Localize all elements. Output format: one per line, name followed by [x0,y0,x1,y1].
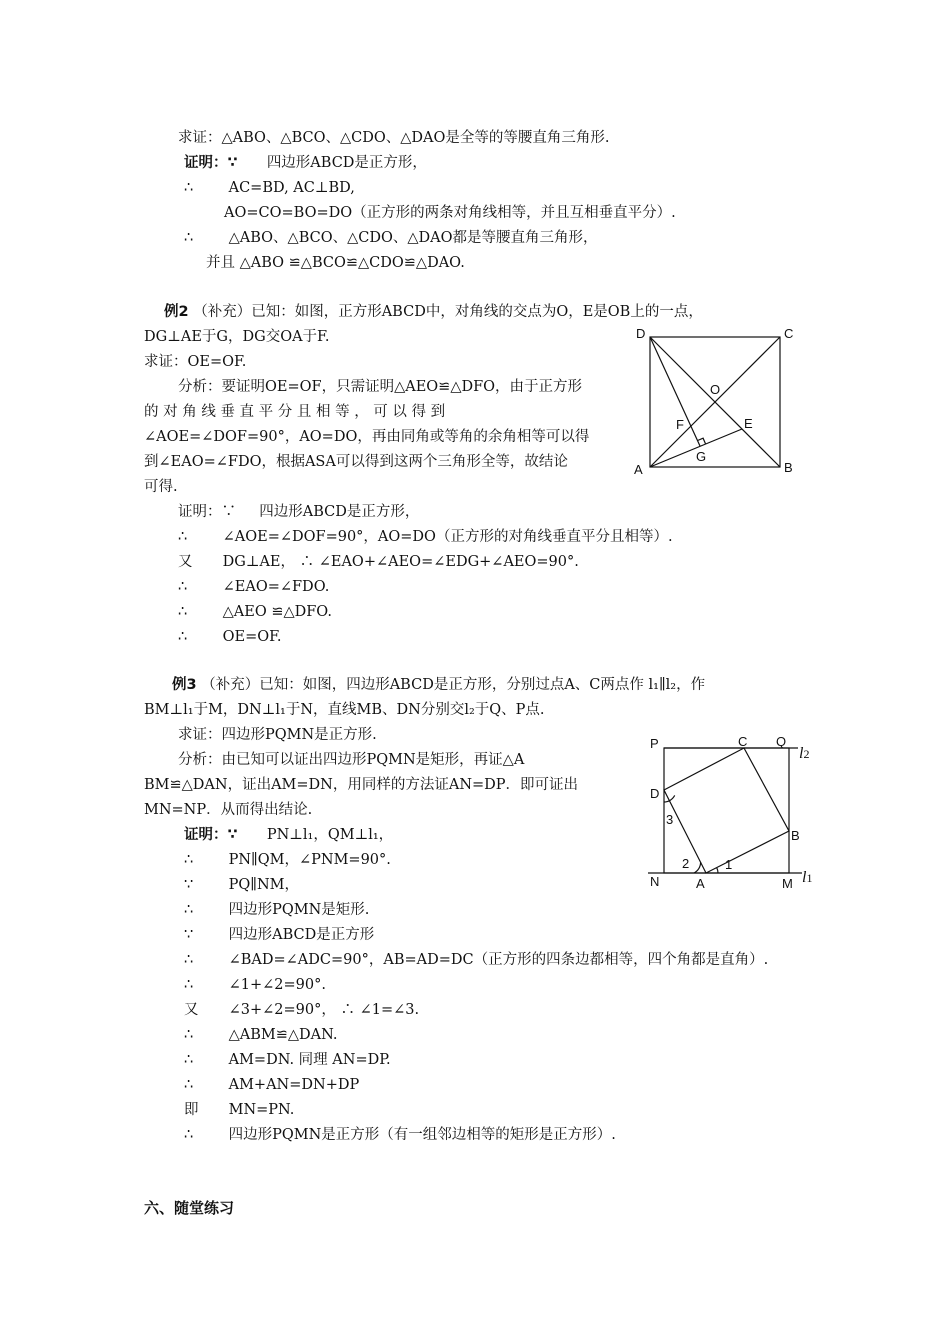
ex1-proof-line5: 并且 △ABO ≌△BCO≌△CDO≌△DAO. [206,255,465,271]
proof-text: PQ∥NM， [228,877,299,893]
square-abcd [664,748,789,873]
ex1-proof-line3: AO=CO=BO=DO（正方形的两条对角线相等，并且互相垂直平分）. [224,205,676,221]
ex3-proof-line9 [184,1025,338,1045]
label-b: B [791,828,800,843]
proof-text: 四边形ABCD是正方形， [259,504,420,520]
label-o: O [710,382,721,397]
label-m: M [782,876,793,891]
therefore-symbol: ∴ [184,977,194,993]
because-symbol: ∵ [184,927,194,943]
label-a: A [634,462,643,477]
ex2-square-figure [628,322,808,482]
segment-dg [650,337,700,446]
ex3-analysis-2: BM≌△DAN，证出AM=DN，用同样的方法证AN=DP．即可证出 [144,777,579,793]
ex2-proof-line2 [178,527,673,547]
label-e: E [744,416,753,431]
therefore-symbol: ∴ [184,902,194,918]
ex2-analysis-1: 分析：要证明OE=OF，只需证明△AEO≌△DFO，由于正方形 [178,379,583,395]
label-n: N [650,874,660,889]
label-b: B [784,460,793,475]
label-f: F [676,417,684,432]
therefore-symbol: ∴ [178,629,188,645]
therefore-symbol: ∴ [178,579,188,595]
angle-2-arc [694,862,701,873]
ex3-proof-line4 [184,900,369,920]
label-p: P [650,736,659,751]
ex3-proof-line10 [184,1050,391,1070]
proof-label: 证明：∵ [178,504,236,520]
label-d: D [636,326,646,341]
ex2-analysis-5: 可得. [144,479,178,495]
given-text: （补充）已知：如图，四边形ABCD是正方形，分别过点A、C两点作 l₁∥l₂，作 [201,677,706,693]
ex1-proof-line2 [184,178,355,198]
rectangle-pqmn [664,748,789,873]
ex3-analysis-3: MN=NP．从而得出结论. [144,802,313,818]
proof-text: OE=OF. [222,629,282,645]
therefore-symbol: ∴ [184,1052,194,1068]
angle-1-arc [717,868,718,873]
proof-text: AM=DN. 同理 AN=DP. [228,1052,391,1068]
ex3-proof-line13 [184,1125,616,1145]
proof-text: ∠AOE=∠DOF=90°，AO=DO（正方形的对角线垂直平分且相等）. [222,529,673,545]
label-q: Q [776,734,787,749]
ex1-proof-line4 [184,228,598,248]
proof-text: △AEO ≌△DFO. [222,604,332,620]
because-symbol: ∵ [184,877,194,893]
label-l1: l1 [802,869,813,886]
ex3-proof-line3 [184,875,299,895]
namely-symbol: 即 [184,1102,199,1118]
therefore-symbol: ∴ [184,1127,194,1143]
therefore-symbol: ∴ [184,852,194,868]
proof-text: 四边形ABCD是正方形 [228,927,375,943]
ex3-proof-line2 [184,850,391,870]
ex3-proof-line7 [184,975,326,995]
also-symbol: 又 [178,554,193,570]
example-title: 例2 [164,304,189,320]
ex2-analysis-2: 的 对 角 线 垂 直 平 分 且 相 等 ， 可 以 得 到 [144,404,446,420]
proof-label: 证明：∵ [184,155,238,171]
label-l2: l2 [799,745,810,762]
proof-text: PN∥QM，∠PNM=90°. [228,852,391,868]
label-g: G [696,449,707,464]
proof-text: AC=BD, AC⊥BD, [228,180,355,196]
label-c: C [738,734,748,749]
ex3-proof-line5 [184,925,374,945]
ex2-prove: 求证：OE=OF. [144,354,247,370]
therefore-symbol: ∴ [178,529,188,545]
ex2-proof-line1 [178,502,419,522]
ex3-proof-line1 [184,825,393,845]
ex2-proof-line4 [178,577,329,597]
label-angle-3: 3 [666,812,674,827]
proof-text: 四边形PQMN是矩形. [228,902,370,918]
therefore-symbol: ∴ [184,180,194,196]
therefore-symbol: ∴ [184,1027,194,1043]
proof-text: PN⊥l₁，QM⊥l₁， [266,827,394,843]
ex3-given-line1 [172,675,705,695]
ex3-proof-line8 [184,1000,419,1020]
label-d: D [650,786,660,801]
proof-text: ∠3+∠2=90°， ∴ ∠1=∠3. [228,1002,420,1018]
proof-text: AM+AN=DN+DP [228,1077,360,1093]
ex3-proof-line12 [184,1100,294,1120]
therefore-symbol: ∴ [184,1077,194,1093]
label-angle-1: 1 [725,857,733,872]
proof-text: DG⊥AE， ∴ ∠EAO+∠AEO=∠EDG+∠AEO=90°. [222,554,579,570]
section-heading: 六、随堂练习 [144,1199,235,1217]
therefore-symbol: ∴ [178,604,188,620]
proof-label: 证明：∵ [184,827,238,843]
therefore-symbol: ∴ [184,952,194,968]
ex2-proof-line5 [178,602,332,622]
proof-text: ∠1+∠2=90°. [228,977,326,993]
example-title: 例3 [172,677,197,693]
label-a: A [696,876,705,891]
ex3-prove: 求证：四边形PQMN是正方形. [178,727,377,743]
proof-text: ∠BAD=∠ADC=90°，AB=AD=DC（正方形的四条边都相等，四个角都是直角）. [228,952,769,968]
ex3-proof-line11 [184,1075,359,1095]
angle-3-arc [664,795,675,802]
ex3-square-figure [640,728,825,896]
ex2-given-line1 [164,302,703,322]
label-c: C [784,326,794,341]
ex2-analysis-4: 到∠EAO=∠FDO，根据ASA可以得到这两个三角形全等，故结论 [144,454,568,470]
proof-text: 四边形ABCD是正方形， [266,155,427,171]
therefore-symbol: ∴ [184,230,194,246]
ex3-proof-line6 [184,950,768,970]
given-text: （补充）已知：如图，正方形ABCD中，对角线的交点为O，E是OB上的一点， [193,304,703,320]
proof-text: ∠EAO=∠FDO. [222,579,330,595]
proof-text: MN=PN. [228,1102,295,1118]
proof-text: △ABO、△BCO、△CDO、△DAO都是等腰直角三角形， [228,230,598,246]
label-angle-2: 2 [682,856,690,871]
ex1-prove: 求证：△ABO、△BCO、△CDO、△DAO是全等的等腰直角三角形. [178,130,610,146]
also-symbol: 又 [184,1002,199,1018]
ex1-proof-line1 [184,153,427,173]
ex2-analysis-3: ∠AOE=∠DOF=90°，AO=DO，再由同角或等角的余角相等可以得 [144,429,590,445]
ex3-given-line2: BM⊥l₁于M，DN⊥l₁于N，直线MB、DN分别交l₂于Q、P点. [144,702,545,718]
ex2-proof-line3 [178,552,579,572]
ex2-proof-line6 [178,627,282,647]
proof-text: 四边形PQMN是正方形（有一组邻边相等的矩形是正方形）. [228,1127,616,1143]
ex2-given-line2: DG⊥AE于G，DG交OA于F. [144,329,330,345]
proof-text: △ABM≌△DAN. [228,1027,338,1043]
ex3-analysis-1: 分析：由已知可以证出四边形PQMN是矩形，再证△A [178,752,525,768]
